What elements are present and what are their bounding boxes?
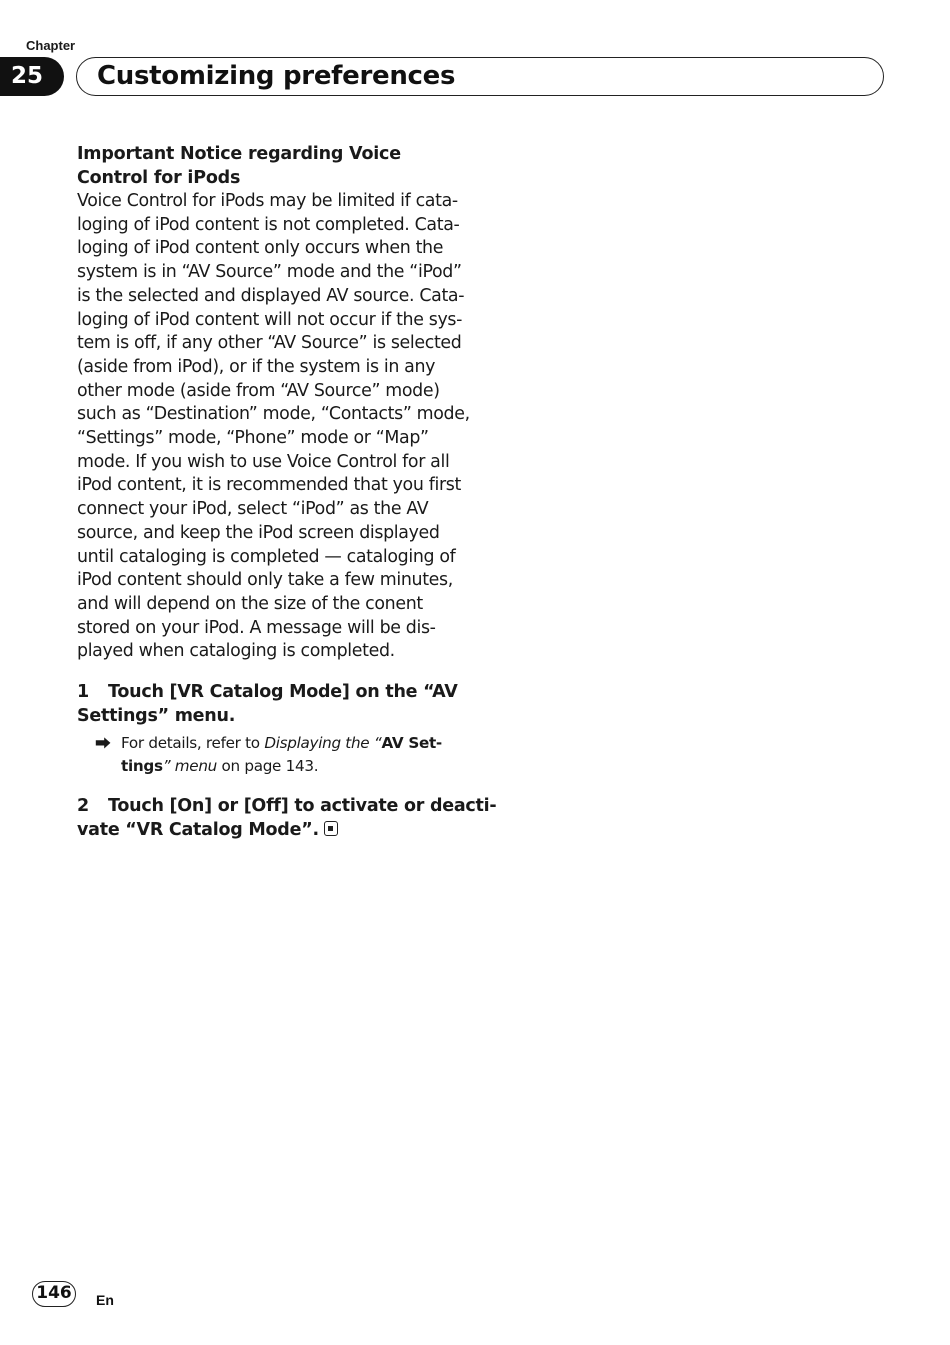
body-line: loging of iPod content will not occur if the sys- — [77, 309, 463, 330]
body-line: (aside from iPod), or if the system is in any — [77, 356, 436, 377]
page-number: 146 — [32, 1281, 76, 1307]
note-italic: ” menu — [162, 757, 217, 776]
body-line: and will depend on the size of the conent — [77, 593, 423, 614]
step-text: Settings” menu. — [77, 706, 236, 727]
page-title: Customizing preferences — [97, 61, 456, 91]
step-number: 1 — [77, 682, 89, 703]
note-prefix: For details, refer to — [121, 734, 265, 753]
note-bold: AV Set- — [381, 734, 442, 753]
body-line: source, and keep the iPod screen displayed — [77, 522, 440, 543]
note-bold: tings — [121, 757, 163, 776]
body-line: Voice Control for iPods may be limited if cata- — [77, 191, 458, 211]
section-heading-line: Control for iPods — [77, 168, 241, 188]
body-line: system is in “AV Source” mode and the “iPod” — [77, 262, 462, 283]
body-line: such as “Destination” mode, “Contacts” mode, — [77, 404, 470, 425]
step-2-line-2 — [77, 818, 465, 842]
note-italic: Displaying the — [264, 734, 374, 753]
body-line: loging of iPod content only occurs when the — [77, 238, 444, 259]
body-line: played when cataloging is completed. — [77, 641, 395, 662]
reference-note — [77, 732, 465, 778]
step-number: 2 — [77, 796, 89, 817]
step-1-line-1 — [77, 680, 465, 704]
step-text: Touch [On] or [Off] to activate or deacti- — [108, 796, 497, 817]
step-text: Touch [VR Catalog Mode] on the “AV — [108, 682, 458, 703]
language-label: En — [96, 1292, 114, 1308]
body-line: until cataloging is completed — cataloging of — [77, 546, 456, 567]
body-line: stored on your iPod. A message will be dis- — [77, 617, 436, 638]
step-text: vate “VR Catalog Mode”. — [77, 820, 319, 841]
main-content — [77, 142, 497, 842]
body-line: connect your iPod, select “iPod” as the AV — [77, 499, 429, 520]
body-line: tem is off, if any other “AV Source” is selected — [77, 333, 462, 354]
body-line: iPod content should only take a few minutes, — [77, 570, 453, 591]
body-line: loging of iPod content is not completed. Cata- — [77, 214, 460, 235]
note-line-2 — [121, 755, 465, 778]
section-heading-line: Important Notice regarding Voice — [77, 144, 401, 164]
step-2-line-1 — [77, 794, 497, 818]
body-line: “Settings” mode, “Phone” mode or “Map” — [77, 428, 429, 449]
chapter-number-badge — [0, 57, 64, 96]
note-quote: “ — [373, 734, 382, 753]
note-suffix: on page 143. — [217, 757, 319, 776]
section-body — [77, 190, 470, 664]
step-1 — [77, 680, 465, 728]
body-line: mode. If you wish to use Voice Control for all — [77, 451, 450, 472]
body-line: is the selected and displayed AV source. Cata- — [77, 285, 465, 306]
arrow-icon: ⮕ — [95, 734, 111, 754]
section-heading — [77, 142, 465, 190]
step-2 — [77, 794, 497, 842]
body-line: iPod content, it is recommended that you first — [77, 475, 461, 496]
note-line-1 — [121, 732, 465, 755]
chapter-label: Chapter — [26, 38, 76, 53]
end-of-section-icon — [324, 821, 338, 836]
body-line: other mode (aside from “AV Source” mode) — [77, 380, 440, 401]
chapter-number: 25 — [10, 63, 43, 89]
